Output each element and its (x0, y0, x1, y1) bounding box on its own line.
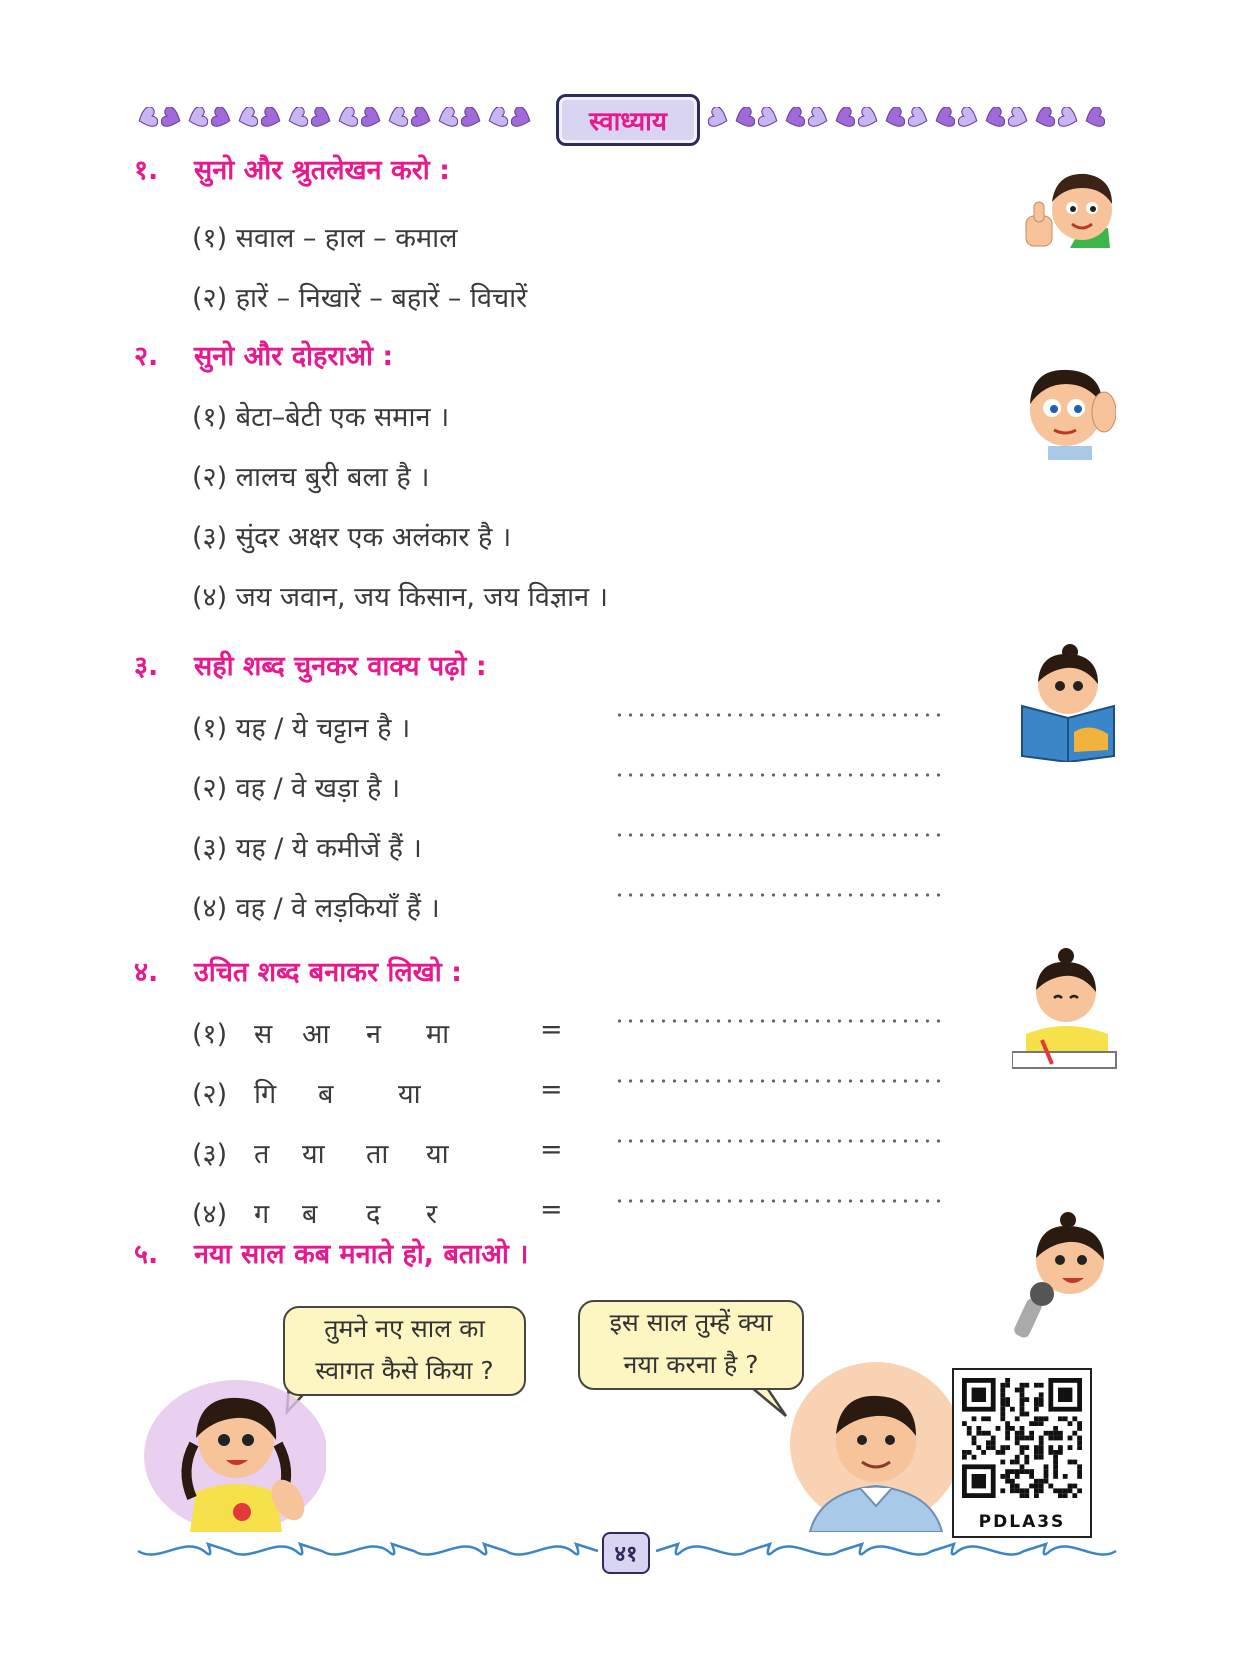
bubble-left-line-2: स्वागत कैसे किया ? (315, 1356, 494, 1385)
q4-syllable: न (366, 1019, 381, 1050)
heart-icon (386, 107, 408, 129)
heart-icon (908, 107, 930, 129)
answer-line[interactable] (614, 712, 946, 718)
q4-row-label: (२) (192, 1079, 228, 1110)
q3-item-2: (२) वह / वे खड़ा है । (192, 773, 401, 804)
heart-icon (758, 107, 780, 129)
heart-icon (983, 107, 1005, 129)
q2-item-1: (१) बेटा–बेटी एक समान । (192, 402, 450, 433)
q2-item-2: (२) लालच बुरी बला है । (192, 462, 430, 493)
speech-bubble-right (578, 1300, 804, 1390)
question-title: सही शब्द चुनकर वाक्य पढ़ो : (194, 651, 487, 682)
heart-icon (708, 107, 730, 129)
question-number: १. (134, 155, 159, 186)
answer-line[interactable] (614, 832, 946, 838)
footer-ornament-left (134, 1534, 604, 1568)
question-number: ३. (134, 651, 159, 682)
q4-syllable: ब (302, 1199, 318, 1230)
answer-line[interactable] (614, 892, 946, 898)
answer-line[interactable] (614, 1198, 946, 1204)
boy-smiling-illustration (780, 1350, 960, 1532)
q4-syllable: स (254, 1019, 273, 1050)
heart-icon (808, 107, 830, 129)
question-1-heading (134, 150, 450, 187)
qr-pattern (962, 1378, 1082, 1498)
question-number: ४. (134, 957, 159, 988)
answer-line[interactable] (614, 772, 946, 778)
q4-syllable: या (426, 1139, 449, 1170)
heart-icon (211, 107, 233, 129)
heart-icon (261, 107, 283, 129)
heart-icon (858, 107, 880, 129)
heart-icon (783, 107, 805, 129)
section-title-text: स्वाध्याय (589, 107, 667, 137)
answer-line[interactable] (614, 1078, 946, 1084)
q4-syllable: ता (366, 1139, 389, 1170)
girl-writing-illustration (1012, 948, 1118, 1072)
q4-syllable: या (398, 1079, 421, 1110)
q4-syllable: मा (426, 1019, 450, 1050)
heart-icon (161, 107, 183, 129)
q4-syllable: त (254, 1139, 270, 1170)
heart-icon (236, 107, 258, 129)
q4-syllable: द (366, 1199, 381, 1230)
heart-icon (461, 107, 483, 129)
equals-sign: = (540, 1194, 563, 1225)
q4-syllable: र (426, 1199, 438, 1230)
q1-item-2: (२) हारें – निखारें – बहारें – विचारें (192, 283, 528, 314)
q3-item-3: (३) यह / ये कमीजें हैं । (192, 833, 422, 864)
heart-icon (311, 107, 333, 129)
qr-code-label: PDLA3S (978, 1512, 1066, 1532)
q4-row-label: (१) (192, 1019, 228, 1050)
q2-item-3: (३) सुंदर अक्षर एक अलंकार है । (192, 522, 512, 553)
q4-syllable: गि (254, 1079, 277, 1110)
bubble-right-line-1: इस साल तुम्हें क्या (609, 1308, 773, 1337)
equals-sign: = (540, 1074, 563, 1105)
answer-line[interactable] (614, 1018, 946, 1024)
qr-code[interactable] (952, 1368, 1092, 1538)
heart-icon (1083, 107, 1105, 129)
heart-icon (486, 107, 508, 129)
heart-icon (136, 107, 158, 129)
heart-icon (186, 107, 208, 129)
heart-icon (958, 107, 980, 129)
q4-row-label: (३) (192, 1139, 228, 1170)
q2-item-4: (४) जय जवान, जय किसान, जय विज्ञान । (192, 582, 608, 613)
heart-border-left (136, 98, 533, 138)
equals-sign: = (540, 1134, 563, 1165)
q3-item-1: (१) यह / ये चट्टान है । (192, 713, 411, 744)
question-number: २. (134, 341, 159, 372)
q3-item-4: (४) वह / वे लड़कियाँ हैं । (192, 893, 440, 924)
boy-listening-illustration (1012, 360, 1116, 460)
question-title: सुनो और दोहराओ : (194, 341, 394, 372)
girl-clapping-illustration (136, 1360, 326, 1532)
question-title: सुनो और श्रुतलेखन करो : (194, 155, 450, 186)
heart-icon (883, 107, 905, 129)
q4-row-label: (४) (192, 1199, 228, 1230)
q4-syllable: या (302, 1139, 325, 1170)
question-number: ५. (134, 1239, 159, 1270)
q1-item-1: (१) सवाल – हाल – कमाल (192, 223, 458, 254)
page-number (602, 1532, 650, 1574)
equals-sign: = (540, 1014, 563, 1045)
heart-border-right (708, 98, 1105, 138)
heart-icon (1008, 107, 1030, 129)
bubble-left-line-1: तुमने नए साल का (324, 1314, 485, 1343)
page-number-text: ४१ (614, 1542, 638, 1567)
heart-icon (286, 107, 308, 129)
answer-line[interactable] (614, 1138, 946, 1144)
heart-icon (411, 107, 433, 129)
heart-icon (361, 107, 383, 129)
q4-syllable: ब (318, 1079, 334, 1110)
heart-icon (336, 107, 358, 129)
girl-reading-illustration (1014, 642, 1118, 762)
footer-ornament-right (650, 1534, 1120, 1568)
heart-icon (436, 107, 458, 129)
girl-with-microphone-illustration (1012, 1212, 1118, 1340)
heart-icon (1033, 107, 1055, 129)
question-title: नया साल कब मनाते हो, बताओ । (194, 1239, 529, 1270)
heart-icon (933, 107, 955, 129)
question-2-heading (134, 336, 393, 373)
heart-icon (733, 107, 755, 129)
question-4-heading (134, 952, 462, 989)
boy-thumbs-up-illustration (1020, 158, 1116, 258)
question-title: उचित शब्द बनाकर लिखो : (194, 957, 462, 988)
q4-syllable: आ (302, 1019, 330, 1050)
question-5-heading (134, 1234, 529, 1271)
question-3-heading (134, 646, 487, 683)
heart-icon (833, 107, 855, 129)
section-title (556, 94, 700, 146)
heart-icon (1058, 107, 1080, 129)
heart-icon (511, 107, 533, 129)
q4-syllable: ग (254, 1199, 270, 1230)
bubble-right-line-2: नया करना है ? (623, 1350, 759, 1379)
